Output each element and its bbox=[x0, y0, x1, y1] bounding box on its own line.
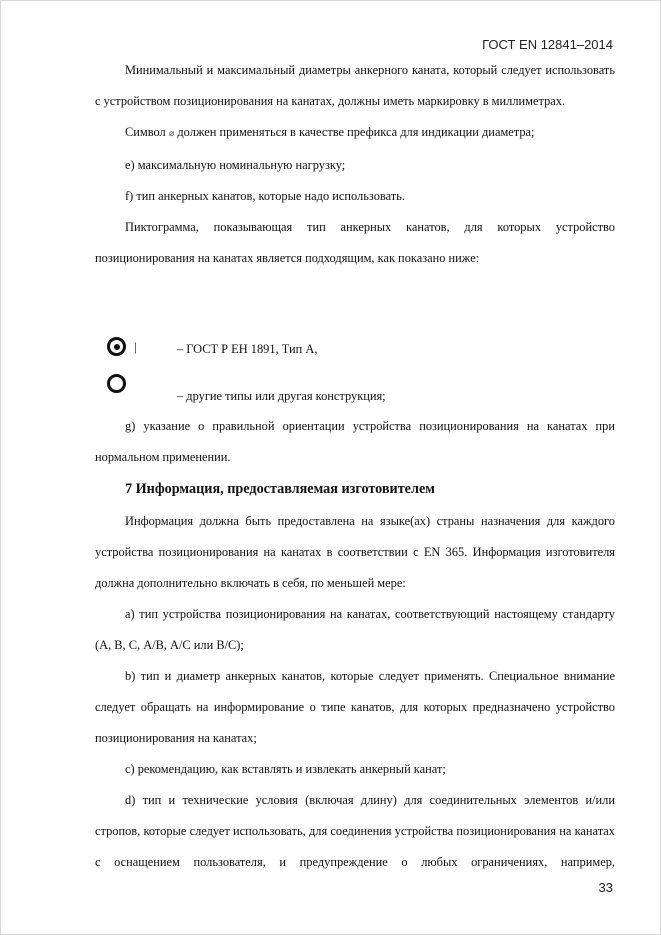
paragraph-pictogram-intro: Пиктограмма, показывающая тип анкерных канатов, для которых устройство позиционирования на канатах является подходящим, как показано ниже: bbox=[95, 220, 615, 265]
paragraph-diameter-symbol bbox=[95, 117, 615, 150]
body-text-upper bbox=[95, 55, 615, 274]
document-code-header: ГОСТ EN 12841–2014 bbox=[482, 37, 613, 52]
list-item-g: g) указание о правильной ориентации устройства позиционирования на канатах при нормальном применении. bbox=[95, 419, 615, 464]
page-number: 33 bbox=[598, 880, 613, 895]
body-text-lower bbox=[95, 411, 615, 878]
list-item-b: b) тип и диаметр анкерных канатов, которые следует применять. Специальное внимание следует обращать на информирование о типе канатов, для которых предназначено устройство позиционирования на канатах; bbox=[95, 669, 615, 745]
rope-other-types-pictogram-icon bbox=[107, 374, 126, 393]
diameter-symbol-icon: ⌀ bbox=[168, 129, 175, 139]
section-7-title: 7 Информация, предоставляемая изготовителем bbox=[125, 481, 435, 497]
list-item-c: с) рекомендацию, как вставлять и извлекать анкерный канат; bbox=[125, 762, 446, 776]
section-7-intro: Информация должна быть предоставлена на языке(ах) страны назначения для каждого устройства позиционирования на канатах в соответствии с EN 365. Информация изготовителя должна дополнительно включать в себя, по меньшей мере: bbox=[95, 514, 615, 590]
list-item-a: а) тип устройства позиционирования на канатах, соответствующий настоящему стандарту (А, В, С, А/В, А/С или В/С); bbox=[95, 607, 615, 652]
paragraph-rope-diameter-marking: Минимальный и максимальный диаметры анкерного каната, который следует использовать с устройством позиционирования на канатах, должны иметь маркировку в миллиметрах. bbox=[95, 63, 615, 108]
rope-type-a-pictogram-icon bbox=[107, 337, 126, 356]
pictogram-row-type-a bbox=[107, 334, 615, 374]
pictogram-separator: | bbox=[134, 339, 137, 354]
pictogram-label-type-a: – ГОСТ Р ЕН 1891, Тип А, bbox=[177, 342, 318, 356]
list-item-e: e) максимальную номинальную нагрузку; bbox=[125, 158, 346, 172]
pictogram-label-other-types: – другие типы или другая конструкция; bbox=[177, 389, 386, 403]
symbol-text-after: должен применяться в качестве префикса для индикации диаметра; bbox=[177, 125, 535, 139]
pictogram-row-other-types bbox=[107, 374, 615, 414]
pictogram-block bbox=[107, 334, 615, 414]
symbol-text-before: Символ bbox=[125, 125, 166, 139]
list-item-f: f) тип анкерных канатов, которые надо использовать. bbox=[125, 189, 405, 203]
list-item-d: d) тип и технические условия (включая длину) для соединительных элементов и/или стропов, которые следует использовать, для соединения устройства позиционирования на канатах с оснащением пользователя, и предупреждение о любых ограничениях, например, bbox=[95, 793, 615, 869]
